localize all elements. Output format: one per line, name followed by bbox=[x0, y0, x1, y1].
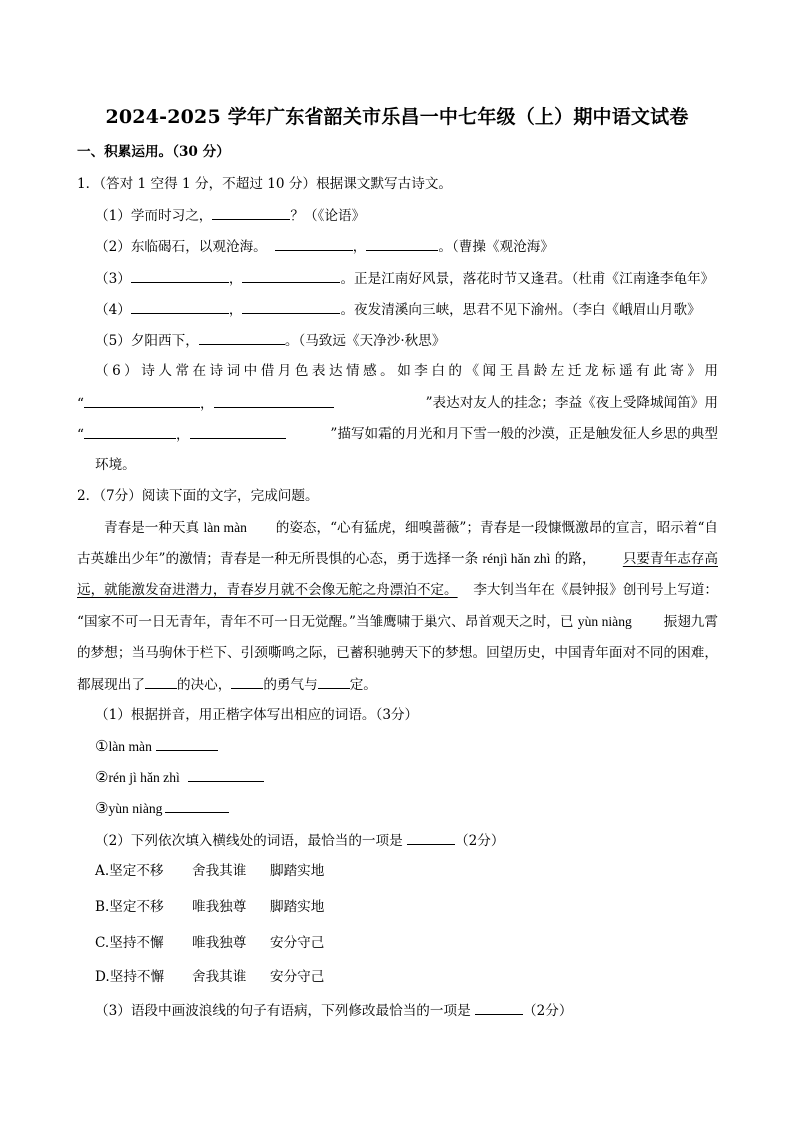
answer-blank[interactable] bbox=[190, 424, 286, 439]
q2-sub-1-item-3: ③yùn niàng bbox=[95, 798, 229, 819]
q2-sub-1: （1）根据拼音，用正楷字体写出相应的词语。（3分） bbox=[95, 707, 419, 723]
passage-line-4: “国家不可一日无青年，青年不可一日无觉醒。”当雏鹰啸于巢穴、昂首观天之时，已 yùn niàng 振翅九霄 bbox=[77, 614, 718, 630]
q1-item-2-text: （2）东临碣石，以观沧海。 bbox=[95, 239, 267, 255]
option-d[interactable]: D.坚持不懈 舍我其谁 安分守己 bbox=[95, 969, 325, 985]
pinyin: yùn niàng bbox=[577, 614, 632, 629]
answer-blank[interactable] bbox=[165, 798, 229, 813]
q1-item-6-line-3: “ ， ”描写如霜的月光和月下雪一般的沙漠，正是触发征人乡思的典型 bbox=[77, 426, 718, 443]
q1-item-3-source: 。正是江南好风景，落花时节又逢君。（杜甫《江南逢李龟年》 bbox=[340, 271, 715, 287]
q1-item-4-num: （4） bbox=[95, 302, 131, 318]
wavy-underlined-sentence: 只要青年志存高 bbox=[622, 551, 718, 567]
option-a[interactable]: A.坚定不移 舍我其谁 脚踏实地 bbox=[95, 863, 325, 879]
answer-blank[interactable] bbox=[145, 674, 177, 689]
answer-blank[interactable] bbox=[212, 205, 290, 220]
q2-sub-1-item-2: ②rén jì hǎn zhì bbox=[95, 767, 264, 788]
q1-item-3-sep: ， bbox=[228, 271, 243, 287]
q1-item-4-source: 。夜发清溪向三峡，思君不见下渝州。（李白《峨眉山月歌》 bbox=[340, 302, 701, 318]
answer-blank[interactable] bbox=[231, 674, 263, 689]
option-b[interactable]: B.坚定不移 唯我独尊 脚踏实地 bbox=[95, 899, 325, 915]
answer-blank[interactable] bbox=[84, 424, 176, 439]
q1-item-4-sep: ， bbox=[228, 302, 243, 318]
answer-blank[interactable] bbox=[407, 830, 455, 845]
pinyin: làn màn bbox=[203, 520, 247, 535]
pinyin: yùn niàng bbox=[108, 801, 163, 816]
q1-item-5-text: （5）夕阳西下， bbox=[95, 333, 199, 349]
answer-blank[interactable] bbox=[131, 268, 229, 283]
q1-item-5-source: 。（马致远《天净沙·秋思》 bbox=[284, 333, 446, 349]
q2-sub-1-item-1: ①làn màn bbox=[95, 736, 218, 757]
q1-item-3 bbox=[95, 268, 714, 289]
pinyin: rénjì hǎn zhì bbox=[482, 551, 551, 566]
passage-line-6: 都展现出了 的决心， 的勇气与 定。 bbox=[77, 674, 377, 695]
answer-blank[interactable] bbox=[214, 393, 334, 408]
q1-item-6-line-1: （6）诗人常在诗词中借月色表达情感。如李白的《闻王昌龄左迁龙标遥有此寄》用 bbox=[95, 363, 718, 379]
q1-item-2-source: 。（曹操《观沧海》 bbox=[438, 239, 554, 255]
q2-stem: 2．（7分）阅读下面的文字，完成问题。 bbox=[77, 488, 319, 504]
passage-line-1: 青春是一种天真 làn màn 的姿态，“心有猛虎，细嗅蔷薇”；青春是一段慷慨激昂的宣言，昭示着“自 bbox=[104, 520, 718, 536]
answer-blank[interactable] bbox=[156, 736, 218, 751]
page-title: 2024-2025 学年广东省韶关市乐昌一中七年级（上）期中语文试卷 bbox=[105, 106, 689, 128]
q1-item-1-text: （1）学而时习之， bbox=[95, 208, 213, 224]
q2-sub-2: （2）下列依次填入横线处的词语，最恰当的一项是 （2分） bbox=[95, 830, 504, 851]
answer-blank[interactable] bbox=[318, 674, 350, 689]
section-heading: 一、积累运用。（30 分） bbox=[77, 144, 230, 160]
answer-blank[interactable] bbox=[131, 299, 229, 314]
q1-item-2-sep: ， bbox=[352, 239, 367, 255]
q1-stem: 1．（答对 1 空得 1 分，不超过 10 分）根据课文默写古诗文。 bbox=[77, 176, 453, 192]
passage-line-3: 远，就能激发奋进潜力，青春岁月就不会像无舵之舟漂泊不定。 李大钊当年在《晨钟报》创刊号上写道： bbox=[77, 582, 718, 598]
pinyin: rén jì hǎn zhì bbox=[108, 770, 180, 785]
answer-blank[interactable] bbox=[84, 393, 200, 408]
answer-blank[interactable] bbox=[242, 299, 340, 314]
q1-item-6-line-4: 环境。 bbox=[95, 457, 136, 473]
passage-line-5: 的梦想；当马驹休于栏下、引颈嘶鸣之际，已蓄积驰骋天下的梦想。回望历史，中国青年面对不同的困难， bbox=[77, 645, 718, 661]
answer-blank[interactable] bbox=[188, 767, 264, 782]
q1-item-1 bbox=[95, 205, 365, 226]
q1-item-4 bbox=[95, 299, 701, 320]
q1-item-3-num: （3） bbox=[95, 271, 131, 287]
option-c[interactable]: C.坚持不懈 唯我独尊 安分守己 bbox=[95, 935, 325, 951]
answer-blank[interactable] bbox=[275, 236, 353, 251]
answer-blank[interactable] bbox=[242, 268, 340, 283]
answer-blank[interactable] bbox=[475, 1000, 523, 1015]
q2-sub-3: （3）语段中画波浪线的句子有语病，下列修改最恰当的一项是 （2分） bbox=[95, 1000, 572, 1021]
q1-item-2 bbox=[95, 236, 554, 257]
answer-blank[interactable] bbox=[199, 330, 285, 345]
answer-blank[interactable] bbox=[366, 236, 438, 251]
passage-line-2: 古英雄出少年”的激情；青春是一种无所畏惧的心态，勇于选择一条 rénjì hǎn zhì 的路， 只要青年志存高 bbox=[77, 551, 718, 567]
q1-item-1-source: ？（《论语》 bbox=[290, 208, 366, 224]
wavy-underlined-sentence: 远，就能激发奋进潜力，青春岁月就不会像无舵之舟漂泊不定。 bbox=[77, 582, 458, 598]
q1-item-5 bbox=[95, 330, 445, 351]
pinyin: làn màn bbox=[108, 739, 152, 754]
q1-item-6-line-2: “ ， ”表达对友人的挂念；李益《夜上受降城闻笛》用 bbox=[77, 395, 718, 412]
